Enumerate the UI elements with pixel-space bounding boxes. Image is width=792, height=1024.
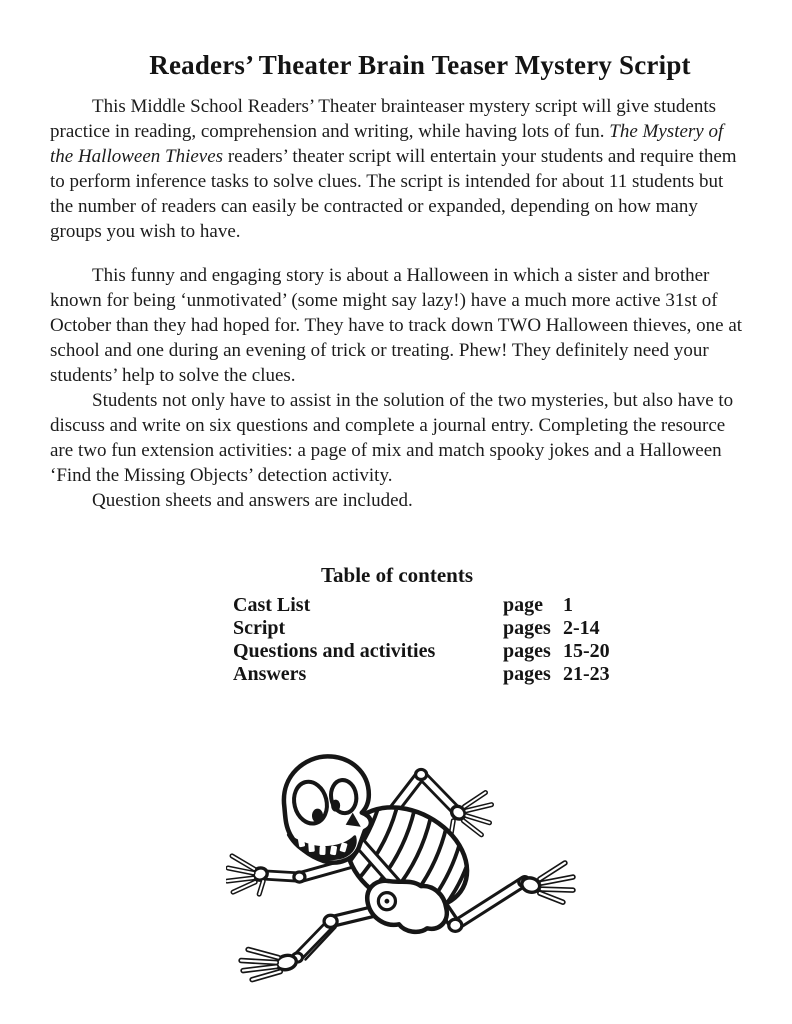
toc-page-numbers: 2-14	[563, 617, 600, 639]
paragraph-4: Question sheets and answers are included.	[92, 490, 413, 511]
toc-title: Table of contents	[320, 563, 474, 587]
paragraph-1-lead: This Middle School Readers’ Theater brainteaser mystery script will give students practice in reading, comprehension and writing, while having lots of fun.	[50, 96, 717, 142]
toc-item-label: Questions and activities	[233, 640, 436, 662]
skeleton-drawing-icon	[226, 752, 578, 984]
book-title-italic: The Mystery of the Halloween Thieves	[50, 121, 724, 167]
table-of-contents	[233, 563, 663, 686]
toc-page-numbers: 21-23	[563, 663, 610, 685]
page-title: Readers’ Theater Brain Teaser Mystery Script	[149, 50, 691, 80]
toc-row-questions	[233, 640, 663, 663]
toc-row-script	[233, 617, 663, 640]
toc-item-label: Answers	[233, 663, 307, 685]
toc-row-cast-list	[233, 594, 663, 617]
toc-page-word: pages	[503, 663, 551, 685]
toc-page-word: page	[503, 594, 543, 616]
toc-item-label: Script	[233, 617, 286, 639]
body-text	[50, 94, 746, 513]
toc-page-word: pages	[503, 640, 551, 662]
toc-page-word: pages	[503, 617, 551, 639]
toc-row-answers	[233, 663, 663, 686]
toc-item-label: Cast List	[233, 594, 311, 616]
running-skeleton-illustration	[226, 752, 578, 984]
paragraph-3: Students not only have to assist in the solution of the two mysteries, but also have to discuss and write on six questions and complete a journal entry. Completing the resource are two fun extension activities: a page of mix and match spooky jokes and a Halloween ‘Find the Missing Objects’ detection activity.	[50, 390, 734, 486]
paragraph-1	[50, 94, 746, 244]
toc-page-numbers: 1	[563, 594, 573, 616]
paragraph-2: This funny and engaging story is about a Halloween in which a sister and brother known for being ‘unmotivated’ (some might say lazy!) have a much more active 31st of October than they had hoped for. They have to track down TWO Halloween thieves, one at school and one during an evening of trick or treating. Phew! They definitely need your students’ help to solve the clues.	[50, 265, 743, 386]
toc-page-numbers: 15-20	[563, 640, 610, 662]
paragraph-1-rest: readers’ theater script will entertain your students and require them to perform inference tasks to solve clues. The script is intended for about 11 students but the number of readers can easily be contracted or expanded, depending on how many groups you wish to have.	[50, 146, 737, 242]
toc-rows	[233, 594, 663, 686]
